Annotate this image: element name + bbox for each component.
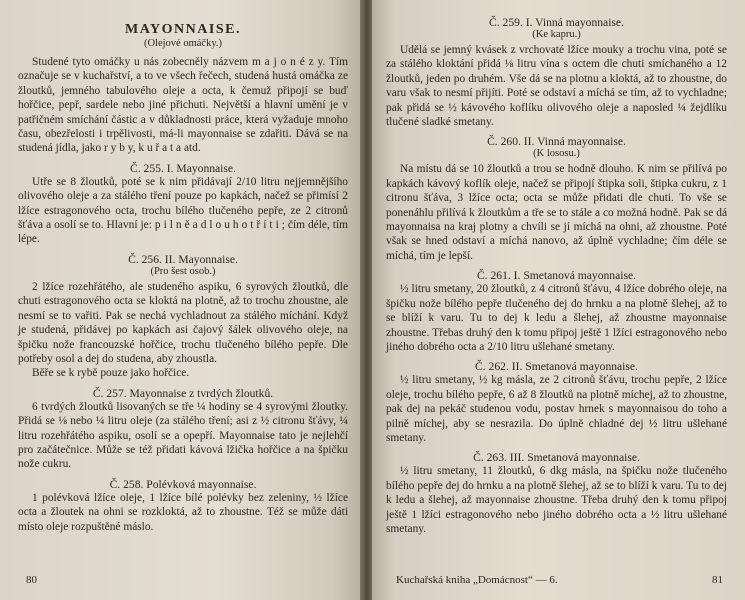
recipe-262-heading: Č. 262. II. Smetanová mayonnaise. — [475, 360, 638, 374]
recipe-259-heading: Č. 259. I. Vinná mayonnaise. — [489, 16, 624, 29]
recipe-262-text: ½ litru smetany, ½ kg másla, ze 2 citronů šťávu, trochu pepře, 2 lžíce oleje, trochu bílého pepře, 6 až 8 žloutků na plotně míchej, až to zhoustne, pak dej na pekáč studenou vodu, postav hrnek s mayonnaisou do toho a pilně míchej, aby se nesrazila. Do úplně chladné dej ½ litru ušlehané smetany. — [386, 374, 727, 444]
recipe-256-text: 2 lžíce rozehřátého, ale studeného aspiku, 6 syrových žloutků, dle chuti estragonového octa se kloktá na plotně, až to trochu zhoustne, ale nesmí se to vařiti. Pak se nechá vychladnout za stálého míchání. Když je studená, přidávej po kapkách asi čajový šálek olivového oleje, na špičku nože francouzské hořčice, trochu tlučeného bílého pepře. Dle potřeby osol a dej do studena, aby zhoustla. — [18, 280, 348, 365]
left-page — [0, 0, 362, 600]
right-page-number: 81 — [712, 574, 723, 586]
left-page-number: 80 — [26, 574, 37, 586]
recipe-256-heading: Č. 256. II. Mayonnaise. — [128, 252, 238, 266]
recipe-256-note: Běře se k rybě pouze jako hořčice. — [32, 367, 190, 380]
recipe-255-heading: Č. 255. I. Mayonnaise. — [130, 161, 236, 175]
recipe-260-heading: Č. 260. II. Vinná mayonnaise. — [487, 135, 626, 149]
recipe-257-text: 6 tvrdých žloutků lisovaných se tře ¼ hodiny se 4 syrovými žloutky. Přidá se ⅛ nebo ¼ litru oleje (za stálého tření; asi z ½ citronu šťávy, ¼ litru rozehřátého aspiku, osolí se a opepří. Mayonnaise tato je nejlehčí pro začátečnice. Může se též přidati kávová lžička hořčice a na špičku nože cukru. — [18, 400, 348, 471]
recipe-261-heading: Č. 261. I. Smetanová mayonnaise. — [476, 269, 637, 283]
footer-book-title: Kuchařská kniha „Domácnost“ — 6. — [396, 574, 558, 586]
recipe-258-heading: Č. 258. Polévková mayonnaise. — [109, 477, 257, 491]
recipe-255-text: Utře se 8 žloutků, poté se k nim přidávají 2/10 litru nejjemnějšího olivového oleje a za stálého tření pouze po kapkách, načež se přimísí 2 lžíce estragonového octa, trochu bílého tlučeného pepře, ze 2 citronů šťáva a osolí se to. Hlavní je: p i l n ě a d l o u h o t ř í t i ; čím déle, tím lépe. — [18, 175, 348, 246]
recipe-260-text: Na místu dá se 10 žloutků a trou se hodně dlouho. K nim se přilívá po kapkách kávový koflík oleje, načež se připojí štipka soli, štipka cukru, z 1 citronu šťáva, 3 lžíce octa; octa se může přidati dle chuti. To vše se ponenáhlu přilívá k žloutkům a tře se to stále a co možná hodně. Pak se dá mayonnaisa na kraj plotny a chvíli se jí míchá na ohni, až zhoustne. Poté však se hned odstaví a míchá nanovo, až úplně vychladne; čím déle se míchá, tím je lepší. — [386, 163, 727, 262]
recipe-259-text: Udělá se jemný kvásek z vrchovaté lžíce mouky a trochu vina, poté se za stálého kloktání přidá ⅛ litru vína s octem dle chuti smíchaného a 12 žloutků, jeden po druhém. Vše dá se na plotnu a kloktá, až to zhoustne, do varu však to nesmí přijíti. Poté se odstaví a míchá se tím, až to vychladne; pak přidá se ½ kávového koflíku olivového oleje a naposled ¼ žejdlíku tlučené sladké smetany. — [386, 44, 727, 129]
intro-paragraph: Studené tyto omáčky u nás zobecněly názvem m a j o n é z y. Tím označuje se v kuchařství, a to ve všech řečech, studená hustá omáčka ze žloutků, jemného tabulového oleje a octa, k čemuž připojí se buď hořčice, pepř, sardele nebo jiné přichuti. Největší a hlavní umění je v patřičném smíchání částic a v důkladnosti práce, která vyžaduje mnoho času, obezřelosti i trpělivosti, má-li mayonnaise se zdařiti. Dává se na studená jídla, jako r y b y, k u ř a t a atd. — [18, 56, 348, 155]
recipe-259-subtitle: (Ke kapru.) — [532, 29, 581, 40]
right-page — [372, 0, 745, 600]
recipe-261-text: ½ litru smetany, 20 žloutků, z 4 citronů šťávu, 4 lžíce dobrého oleje, na špičku nože bílého pepře tlučeného dej do hrnku a na plotně šlehej, až to se blíží k varu. Tu to dej k ledu a šlehej, až zhoustne mayonnaise zhoustne. Třebas druhý den k tomu připoj ještě 1 lžíci estragonového nebo jiného dobrého octa a 2/10 litru ušlehané smetany. — [386, 283, 727, 353]
recipe-260-subtitle: (K lososu.) — [533, 148, 580, 160]
chapter-subtitle: (Olejové omáčky.) — [143, 38, 223, 49]
recipe-258-text: 1 polévková lžíce oleje, 1 lžíce bílé polévky bez zeleniny, ½ lžíce octa a žloutek na ohni se rozkloktá, až to zhoustne. Též se může dáti místo oleje rozpuštěné máslo. — [18, 491, 348, 533]
recipe-263-text: ½ litru smetany, 11 žloutků, 6 dkg másla, na špičku nože tlučeného bílého pepře dej do hrnku a na plotně šlehej, až se to blíží k varu. Tu to dej k ledu a šlehej, až mayonnaise zhoustne. Třeba druhý den k tomu připoj ještě 1 lžíci estragonového nebo jiného dobrého octa a ½ litru ušlehané smetany. — [386, 465, 727, 535]
chapter-title: MAYONNAISE. — [125, 22, 241, 37]
recipe-256-subtitle: (Pro šest osob.) — [150, 265, 216, 277]
recipe-257-heading: Č. 257. Mayonnaise z tvrdých žloutků. — [92, 386, 274, 400]
recipe-263-heading: Č. 263. III. Smetanová mayonnaise. — [473, 451, 640, 465]
